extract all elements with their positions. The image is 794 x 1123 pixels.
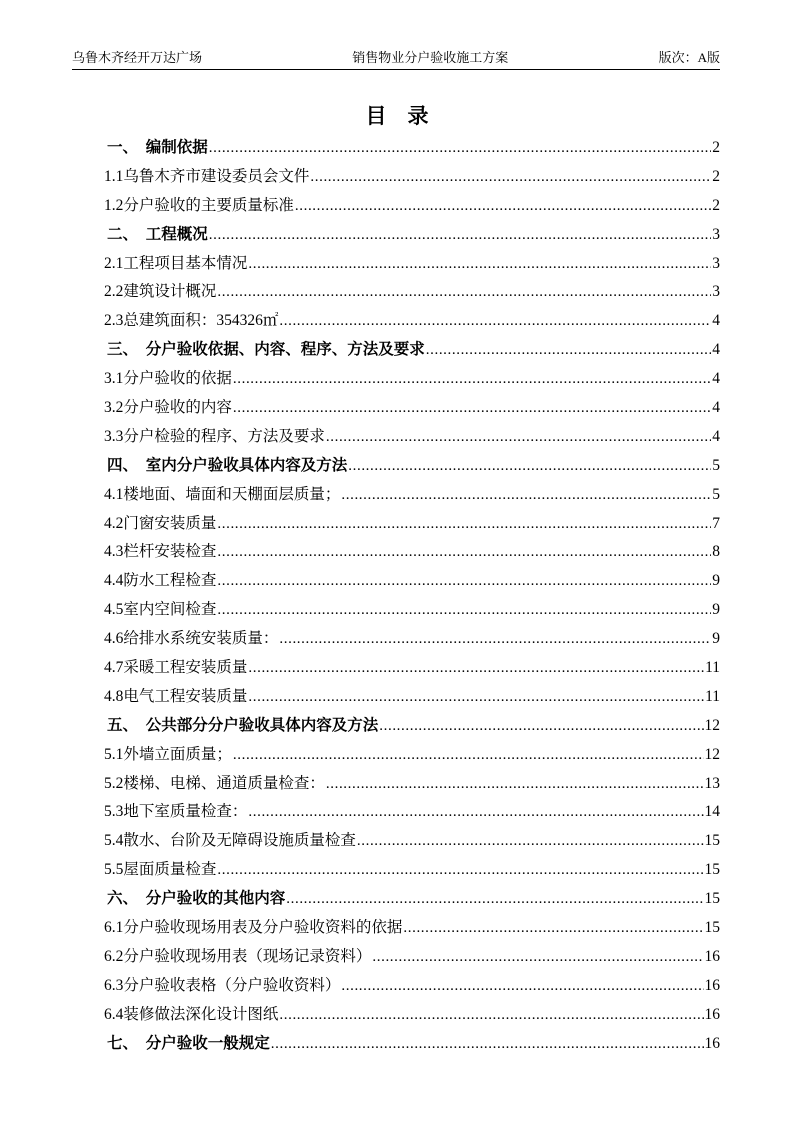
- toc-dot-leader: [248, 683, 704, 712]
- toc-page-number: 16: [704, 1034, 720, 1052]
- toc-page-number: 16: [704, 976, 720, 994]
- toc-entry[interactable]: [104, 856, 720, 885]
- toc-dot-leader: [372, 943, 703, 972]
- toc-page-number: 9: [712, 572, 720, 590]
- toc-dot-leader: [357, 827, 704, 856]
- toc-dot-leader: [217, 596, 711, 625]
- toc-entry-text: 2.2建筑设计概况: [104, 283, 217, 301]
- toc-entry-text: 5.1外墙立面质量；: [104, 745, 232, 763]
- toc-entry[interactable]: [104, 972, 720, 1001]
- toc-entry-text: 四、 室内分户验收具体内容及方法: [107, 456, 348, 474]
- toc-dot-leader: [209, 134, 711, 163]
- toc-page-number: 4: [712, 341, 720, 359]
- toc-entry[interactable]: [104, 943, 720, 972]
- toc-entry[interactable]: [104, 1001, 720, 1030]
- toc-page-number: 11: [705, 687, 720, 705]
- toc-entry-text: 4.4防水工程检查: [104, 572, 217, 590]
- toc-entry-text: 4.8电气工程安装质量: [104, 687, 248, 705]
- toc-dot-leader: [279, 1001, 703, 1030]
- toc-entry-text: 二、 工程概况: [107, 225, 208, 243]
- toc-page-number: 4: [712, 427, 720, 445]
- toc-entry-text: 3.2分户验收的内容: [104, 399, 232, 417]
- toc-entry[interactable]: [104, 712, 720, 741]
- header-version: 版次：A版: [658, 50, 720, 65]
- toc-page-number: 15: [704, 861, 720, 879]
- toc-page-number: 13: [704, 774, 720, 792]
- toc-entry[interactable]: [104, 365, 720, 394]
- toc-page-number: 9: [712, 630, 720, 648]
- toc-page-number: 16: [704, 1005, 720, 1023]
- toc-entry[interactable]: [104, 741, 720, 770]
- toc-entry-text: 1.1乌鲁木齐市建设委员会文件: [104, 167, 310, 185]
- toc-dot-leader: [341, 972, 703, 1001]
- toc-entry-text: 七、 分户验收一般规定: [107, 1034, 270, 1052]
- toc-page-number: 2: [712, 167, 720, 185]
- toc-entry-text: 5.3地下室质量检查：: [104, 803, 248, 821]
- toc-dot-leader: [233, 365, 711, 394]
- toc-page-number: 15: [704, 890, 720, 908]
- toc-page-number: 15: [704, 832, 720, 850]
- toc-entry-text: 1.2分户验收的主要质量标准: [104, 196, 294, 214]
- toc-dot-leader: [348, 452, 711, 481]
- toc-entry[interactable]: [104, 567, 720, 596]
- toc-page-number: 12: [704, 716, 720, 734]
- toc-entry-text: 5.4散水、台阶及无障碍设施质量检查: [104, 832, 356, 850]
- toc-entry[interactable]: [104, 452, 720, 481]
- toc-dot-leader: [217, 510, 711, 539]
- toc-entry[interactable]: [104, 683, 720, 712]
- page-header: [72, 50, 720, 70]
- toc-entry[interactable]: [104, 596, 720, 625]
- header-document-title: 销售物业分户验收施工方案: [352, 50, 509, 65]
- toc-entry-text: 6.3分户验收表格（分户验收资料）: [104, 976, 341, 994]
- toc-page-number: 12: [704, 745, 720, 763]
- toc-page-number: 14: [704, 803, 720, 821]
- toc-page-number: 5: [712, 485, 720, 503]
- toc-entry[interactable]: [104, 250, 720, 279]
- toc-dot-leader: [379, 712, 703, 741]
- toc-dot-leader: [279, 307, 711, 336]
- toc-entry[interactable]: [104, 134, 720, 163]
- toc-dot-leader: [326, 423, 711, 452]
- toc-entry-text: 4.7采暖工程安装质量: [104, 659, 248, 677]
- toc-page-number: 15: [704, 919, 720, 937]
- toc-entry-text: 4.1楼地面、墙面和天棚面层质量；: [104, 485, 341, 503]
- toc-entry[interactable]: [104, 770, 720, 799]
- toc-page-number: 4: [712, 312, 720, 330]
- toc-entry-text: 4.5室内空间检查: [104, 601, 217, 619]
- toc-entry[interactable]: [104, 885, 720, 914]
- header-project-name: 乌鲁木齐经开万达广场: [72, 50, 203, 65]
- toc-page-number: 11: [705, 659, 720, 677]
- toc-page-number: 3: [712, 254, 720, 272]
- toc-dot-leader: [217, 856, 703, 885]
- toc-entry-text: 6.2分户验收现场用表（现场记录资料）: [104, 947, 372, 965]
- toc-dot-leader: [217, 538, 711, 567]
- toc-dot-leader: [295, 192, 711, 221]
- toc-dot-leader: [209, 221, 711, 250]
- toc-page-number: 3: [712, 225, 720, 243]
- toc-dot-leader: [279, 625, 711, 654]
- toc-entry[interactable]: [104, 538, 720, 567]
- toc-entry-text: 5.2楼梯、电梯、通道质量检查：: [104, 774, 325, 792]
- toc-entry-text: 4.2门窗安装质量: [104, 514, 217, 532]
- toc-entry[interactable]: [104, 423, 720, 452]
- toc-page-number: 3: [712, 283, 720, 301]
- toc-dot-leader: [233, 741, 704, 770]
- toc-entry[interactable]: [104, 336, 720, 365]
- toc-entry[interactable]: [104, 192, 720, 221]
- toc-dot-leader: [248, 250, 711, 279]
- toc-dot-leader: [426, 336, 711, 365]
- toc-entry-text: 6.1分户验收现场用表及分户验收资料的依据: [104, 919, 403, 937]
- toc-dot-leader: [248, 798, 703, 827]
- toc-page-number: 2: [712, 139, 720, 156]
- toc-entry-text: 2.1工程项目基本情况: [104, 254, 248, 272]
- toc-list: [104, 134, 720, 1059]
- toc-dot-leader: [217, 278, 711, 307]
- toc-entry[interactable]: [104, 625, 720, 654]
- toc-dot-leader: [403, 914, 703, 943]
- toc-entry[interactable]: [104, 163, 720, 192]
- toc-entry[interactable]: [104, 278, 720, 307]
- toc-page-number: 2: [712, 196, 720, 214]
- toc-entry-text: 六、 分户验收的其他内容: [107, 890, 286, 908]
- toc-entry[interactable]: [104, 394, 720, 423]
- toc-entry-text: 3.3分户检验的程序、方法及要求: [104, 427, 325, 445]
- toc-entry[interactable]: [104, 510, 720, 539]
- toc-dot-leader: [233, 394, 711, 423]
- toc-page-number: 16: [704, 947, 720, 965]
- toc-dot-leader: [248, 654, 704, 683]
- toc-entry[interactable]: [104, 914, 720, 943]
- toc-page-number: 4: [712, 399, 720, 417]
- toc-entry-text: 一、 编制依据: [107, 139, 208, 156]
- toc-entry-text: 3.1分户验收的依据: [104, 370, 232, 388]
- toc-dot-leader: [326, 770, 704, 799]
- toc-page-number: 7: [712, 514, 720, 532]
- toc-page-number: 8: [712, 543, 720, 561]
- toc-page-number: 9: [712, 601, 720, 619]
- toc-entry-text: 5.5屋面质量检查: [104, 861, 217, 879]
- toc-dot-leader: [217, 567, 711, 596]
- toc-entry-text: 4.6给排水系统安装质量：: [104, 630, 279, 648]
- toc-entry-text: 三、 分户验收依据、内容、程序、方法及要求: [107, 341, 425, 359]
- toc-entry[interactable]: [104, 307, 720, 336]
- toc-dot-leader: [271, 1030, 704, 1059]
- toc-dot-leader: [310, 163, 711, 192]
- toc-entry-text: 6.4装修做法深化设计图纸: [104, 1005, 279, 1023]
- toc-entry-text: 4.3栏杆安装检查: [104, 543, 217, 561]
- toc-entry[interactable]: [104, 654, 720, 683]
- toc-entry[interactable]: [104, 1030, 720, 1059]
- toc-entry-text: 五、 公共部分分户验收具体内容及方法: [107, 716, 379, 734]
- toc-entry[interactable]: [104, 481, 720, 510]
- toc-page-number: 4: [712, 370, 720, 388]
- toc-entry[interactable]: [104, 798, 720, 827]
- toc-entry[interactable]: [104, 827, 720, 856]
- toc-page-number: 5: [712, 456, 720, 474]
- toc-title: 目 录: [365, 104, 429, 128]
- toc-dot-leader: [341, 481, 711, 510]
- toc-dot-leader: [286, 885, 703, 914]
- toc-entry-text: 2.3总建筑面积：354326㎡: [104, 312, 279, 330]
- toc-entry[interactable]: [104, 221, 720, 250]
